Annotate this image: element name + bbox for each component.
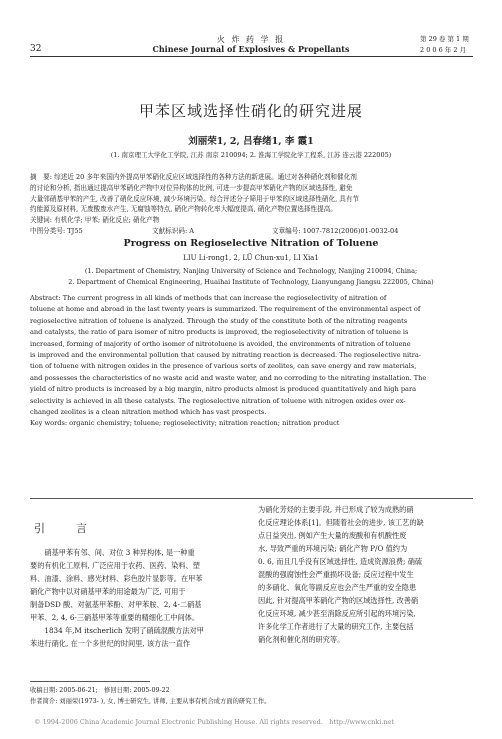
section-divider xyxy=(30,498,473,499)
abstract-cn-line: 约能源及原材料, 无废酸废水产生, 无腐蚀等特点, 硝化产物转化率大幅度提高, 硝化产物位置选择性提高。 xyxy=(30,205,337,214)
abstract-en-line: regioselective nitration of toluene is analyzed. Through the study of the constitute both of the nitrating reagents xyxy=(30,316,408,325)
affiliation-en-line: (1. Department of Chemistry, Nanjing University of Science and Technology, Nanjing 210094, China; xyxy=(84,267,418,275)
paper-title-en: Progress on Regioselective Nitration of Toluene xyxy=(123,238,379,249)
body-line: 制备DSD 酸、对氨基甲苯酚、对甲苯胺、2, 4-二硝基 xyxy=(30,600,202,609)
affiliation-cn: (1. 南京理工大学化工学院, 江苏 南京 210094; 2. 淮海工学院化学工程系, 江苏 连云港 222005) xyxy=(110,151,392,159)
abstract-en-line: and catalysts, the ratio of para isomer of nitro products is improved, the regioselectivity of nitration of toluene is xyxy=(30,328,409,337)
abstract-cn xyxy=(30,172,473,237)
journal-name-en: Chinese Journal of Explosives & Propellants xyxy=(152,44,350,54)
body-line: 料、油漆、涂料、感光材料、彩色胶片显影等。在甲苯 xyxy=(30,574,203,583)
footnote-rule xyxy=(30,681,150,682)
authors-en: LIU Li-rong1, 2, LÜ Chun-xu1, LI Xia1 xyxy=(183,254,319,262)
body-line: 1834 年,M itscherlich 发明了硝硫混酸方法对甲 xyxy=(30,626,204,635)
issue-volume: 第 29 卷 第 1 期 xyxy=(420,35,469,43)
body-line: 许多化学工作者进行了大量的研究工作, 主要包括 xyxy=(258,622,414,631)
body-line: 甲苯、2, 4, 6-三硝基甲苯等重要的精细化工中间体。 xyxy=(30,613,200,622)
received-dates: 收稿日期: 2005-06-21; 修回日期: 2005-09-22 xyxy=(30,687,170,694)
body-line: 点日益突出, 例如产生大量的废酸和有机酸性废 xyxy=(258,531,407,540)
abstract-en-line: increased, forming of majority of ortho isomer of nitrotoluene is avoided, the environments of nitration of toluene xyxy=(30,339,411,348)
author-bio: 作者简介: 刘丽荣(1973- ), 女, 博士研究生, 讲师, 主要从事有机合成方面的研究工作。 xyxy=(30,698,271,705)
header-rule xyxy=(30,56,473,57)
body-line: 化反应理论体系[1]。但随着社会的进步, 该工艺的缺 xyxy=(258,518,424,527)
abstract-cn-line: 摘 要: 综述近 20 多年来国内外提高甲苯硝化反应区域选择性的各种方法的新进展。通过对各种硝化剂和催化剂 xyxy=(30,173,357,181)
page-number: 32 xyxy=(30,44,42,54)
body-column-right xyxy=(258,503,473,646)
body-line: 的多硝化、氧化等副反应也会产生严重的安全隐患 xyxy=(258,583,417,592)
copyright-line xyxy=(34,717,394,726)
body-line: 为硝化芳烃的主要手段, 并已形成了较为成熟的硝 xyxy=(258,505,414,514)
footnote xyxy=(30,685,270,707)
body-line: 因此, 针对提高甲苯硝化产物的区域选择性, 改善硝 xyxy=(258,596,419,605)
abstract-en-line: toluene at home and abroad in the last twenty years is summarized. The requirement of the environmental aspect of xyxy=(30,305,421,314)
abstract-en-line: and possesses the characteristics of no waste acid and waste water, and no corroding to the nitrating installation. The xyxy=(30,373,427,382)
body-line: 要的有机化工原料, 广泛应用于农药、医药、染料、塑 xyxy=(30,561,200,570)
abstract-en-line: tion of toluene with nitrogen oxides in the presence of various sorts of zeolites, can save energy and raw materials, xyxy=(30,362,417,371)
body-column-left xyxy=(30,546,245,650)
affiliation-en xyxy=(0,266,502,287)
abstract-en-line: selectivity is achieved in all these catalysts. The regioselective nitration of toluene with nitrogen oxides over ex- xyxy=(30,396,406,405)
authors-cn: 刘丽荣1, 2, 吕春绪1, 李 霞1 xyxy=(188,136,314,147)
abstract-en-line: is improved and the environmental pollution that caused by nitrating reaction is decreased. The regioselective nitra- xyxy=(30,351,422,360)
abstract-en-line: Abstract: The current progress in all kinds of methods that can increase the regioselectivity of nitration of xyxy=(30,294,387,302)
body-line: 硝化剂和催化剂的研究等。 xyxy=(258,635,345,644)
body-line: 混酸的强腐蚀性会严重损坏设备; 反应过程中发生 xyxy=(258,570,414,579)
affiliation-en-line: 2. Department of Chemical Engineering, Huaihai Institute of Technology, Lianyungang Jiangsu 222005, China) xyxy=(68,277,434,286)
body-line: 化反应环境, 减少甚至消除反应所引起的环境污染, xyxy=(258,609,416,618)
abstract-cn-line: 大量邻硝基甲苯的产生, 改善了硝化反应环境, 减少环境污染。综合评述分子筛用于甲苯的区域选择性硝化, 具有节 xyxy=(30,194,360,203)
class-number: 中图分类号: TJ55 xyxy=(30,226,83,235)
keywords-en: Key words: organic chemistry; toluene; regioselectivity; nitration reaction; nitration product xyxy=(30,419,340,428)
keywords-cn: 关键词: 有机化学; 甲苯; 硝化反应; 硝化产物 xyxy=(30,216,160,225)
classification-row xyxy=(30,226,473,237)
section-heading-intro: 引 言 xyxy=(34,522,97,535)
copyright-text: © 1994-2006 China Academic Journal Electronic Publishing House. All rights reserved. http://www.cnki.net xyxy=(34,718,394,726)
body-line: 0. 6, 而且几乎没有区域选择性, 造成资源浪费; 硝硫 xyxy=(258,557,423,566)
body-line: 苯进行硝化, 在一个多世纪的时间里, 该方法一直作 xyxy=(30,639,191,648)
body-line: 硝化产物中以对硝基甲苯的用途最为广泛, 可用于 xyxy=(30,587,186,596)
body-line: 硝基甲苯有邻、间、对位 3 种异构体, 是一种重 xyxy=(30,548,195,557)
body-line: 水, 导致严重的环境污染; 硝化产物 P/O 值约为 xyxy=(258,544,408,553)
paper-title-cn: 甲苯区域选择性硝化的研究进展 xyxy=(138,102,363,120)
document-code: 文献标识码: A xyxy=(152,226,195,235)
abstract-en-line: changed zeolites is a clean nitration method which has vast prospects. xyxy=(30,408,267,417)
abstract-cn-line: 的讨论和分析, 指出通过提高甲苯硝化产物中对位异构体的比例, 可进一步提高甲苯硝化产物的区域选择性, 避免 xyxy=(30,183,353,192)
abstract-en xyxy=(30,293,473,430)
issue-date: 2 0 0 6 年 2 月 xyxy=(420,46,467,54)
journal-name-cn: 火 炸 药 学 报 xyxy=(216,35,286,44)
article-number: 文章编号: 1007-7812(2006)01-0032-04 xyxy=(272,226,399,235)
abstract-en-line: yield of nitro products is increased by a big margin, nitro products almost is produced quantitatively and high para xyxy=(30,385,417,394)
issue-info xyxy=(420,34,469,56)
